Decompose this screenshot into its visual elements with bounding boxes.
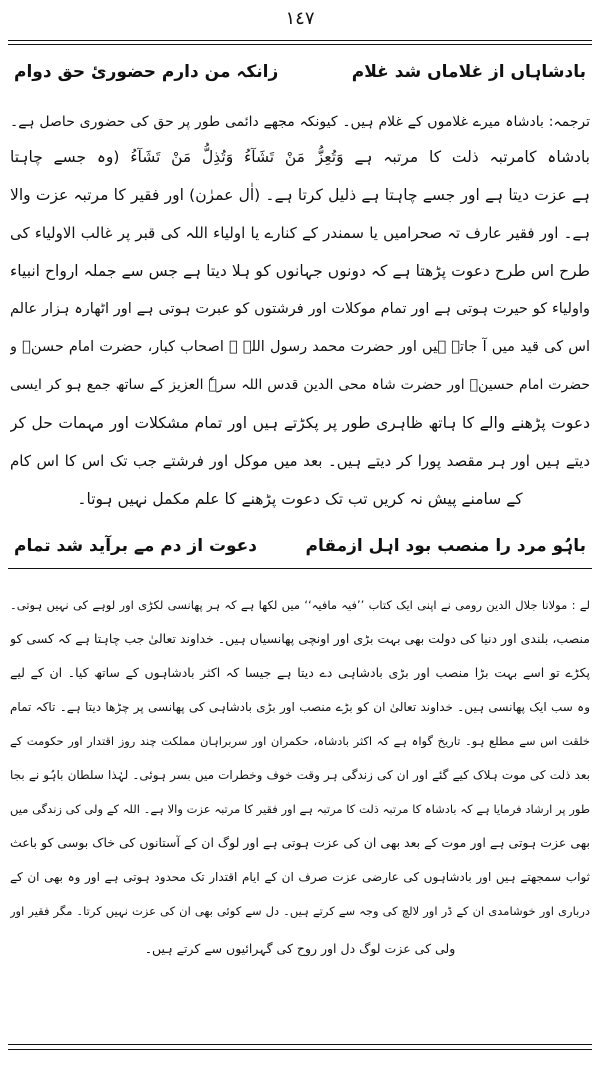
verse-top-left: زانکہ من دارم حضوریٔ حق دوام [14,61,279,82]
top-rule [8,40,592,41]
persian-verse-bottom [14,530,586,560]
verse-bottom-left: دعوت از دم مے برآید شد تمام [14,535,258,556]
main-line: ہے۔ اور فقیر عارف تہ صحرامیں یا سمندر کے کنارے یا اولیاء اللہ کی قبر پر غالب الاولیاء کی [10,224,590,242]
footnote-separator [8,568,592,569]
verse-bottom-right: باہُو مرد را منصب بود اہل ازمقام [305,535,586,556]
page-number: ١٤٧ [285,8,315,29]
top-rule-double [8,44,592,45]
footnote-line: طور پر ارشاد فرمایا ہے کہ بادشاہ کا مرتبہ ذلت کا مرتبہ ہے اور فقیر کا مرتبہ عزت والا ہے۔ اللہ کے ولی کی زندگی میں [10,802,590,816]
footnote-line: بھی عزت ہوتی ہے اور موت کے بعد بھی ان کی عزت ہوتی ہے اور لوگ ان کے آستانوں کی خاک بوسی کو باعث [10,835,590,850]
main-line: واولیاء کو حیرت ہوتی ہے اور تمام موکلات اور فرشتوں کو عبرت ہوتی ہے اور اٹھارہ ہزار عالم [10,301,590,317]
footnote-line: منصب، بلندی اور دنیا کی دولت بھی بہت بڑی اور اونچی پھانسیاں ہیں۔ خداوند تعالیٰ جب چاہتا ہے کہ کسی کو [10,631,590,646]
verse-top-right: بادشاہاں از غلاماں شد غلام [351,61,586,82]
bottom-rule [8,1044,592,1045]
persian-verse-top [14,56,586,86]
footnote-line-last: ولی کی عزت لوگ دل اور روح کی گہرائیوں سے کرتے ہیں۔ [144,941,456,956]
main-line: حضرت امام حسینؓ اور حضرت شاہ محی الدین قدس اللہ سرہٗ العزیز کے ساتھ جمع ہو کر ایسی [10,377,590,393]
main-line: ہے عزت دیتا ہے اور جسے چاہتا ہے ذلیل کرتا ہے۔ (اٰل عمرٰن) اور فقیر کا مرتبہ عزت والا [10,186,590,204]
translation-line: ترجمہ: بادشاہ میرے غلاموں کے غلام ہیں۔ کیونکہ مجھے دائمی طور پر حق کی حضوری حاصل ہے۔ [10,114,590,130]
main-line: بادشاہ کامرتبہ ذلت کا مرتبہ ہے وَتُعِزُّ مَنْ تَشَآءُ وَتُذِلُّ مَنْ تَشَآءُ (وہ جسے چاہتا [10,148,590,166]
main-line-last: کے سامنے پیش نہ کریں تب تک دعوت پڑھنے کا علم مکمل نہیں ہوتا۔ [77,490,523,508]
footnote-line: ثواب سمجھتے ہیں اور بادشاہوں کی عارضی عزت صرف ان کے ایام اقتدار تک محدود ہوتی ہے اور وہ بھی ان کے [10,870,590,884]
main-line: طرح اس طرح دعوت پڑھتا ہے کہ دونوں جہانوں کو ہلا دیتا ہے جس سے جملہ ارواح انبیاء [10,262,590,280]
footnote-line: بعد ذلت کی موت ہلاک کیے گئے اور ان کی زندگی ہر وقت خوف وخطرات میں بسر ہوئی۔ لہٰذا سلطان باہُو نے بجا [10,768,590,782]
footnote-line: پکڑے تو اسے بہت بڑا منصب اور بڑی بادشاہی دے دیتا ہے جیسا کہ اکثر بادشاہوں کے ساتھ کیا۔ ان کے لیے [10,665,590,680]
main-line: اس کی قید میں آ جاتے ہیں اور حضرت محمد رسول اللہ ﷺ اصحاب کبار، حضرت امام حسنؓ و [10,339,590,355]
bottom-rule-double [8,1049,592,1050]
footnote-line: لے : مولانا جلال الدین رومی نے اپنی ایک کتاب ’’فیہ مافیہ‘‘ میں لکھا ہے کہ ہر پھانسی لکڑی اور لوہے کی نہیں ہوتی۔ [10,598,590,612]
footnote-line: خلقت اس سے مطلع ہو۔ تاریخ گواہ ہے کہ اکثر بادشاہ، حکمران اور سربراہان مملکت چند روز اقتدار اور حکومت کے [10,734,590,748]
footnote-line: وہ سب ایک پھانسی ہیں۔ خداوند تعالیٰ ان کو بڑے منصب اور بڑی بادشاہی کی پھانسی پر چڑھا دیتا ہے۔ تاکہ تمام [10,700,590,714]
main-line: دعوت پڑھنے والے کا ہاتھ ظاہری طور پر پکڑتے ہیں اور تمام مشکلات اور مہمات حل کر [10,414,590,432]
footnote-line: درباری اور خوشامدی ان کے ڈر اور لالچ کی وجہ سے کرتے ہیں۔ دل سے کوئی بھی ان کی عزت نہیں کرتا۔ مگر فقیر اور [10,904,590,918]
main-line: دیتے ہیں اور ہر مقصد پورا کر دیتے ہیں۔ بعد میں موکل اور فرشتے جب تک اس کا اس کام [10,452,590,470]
